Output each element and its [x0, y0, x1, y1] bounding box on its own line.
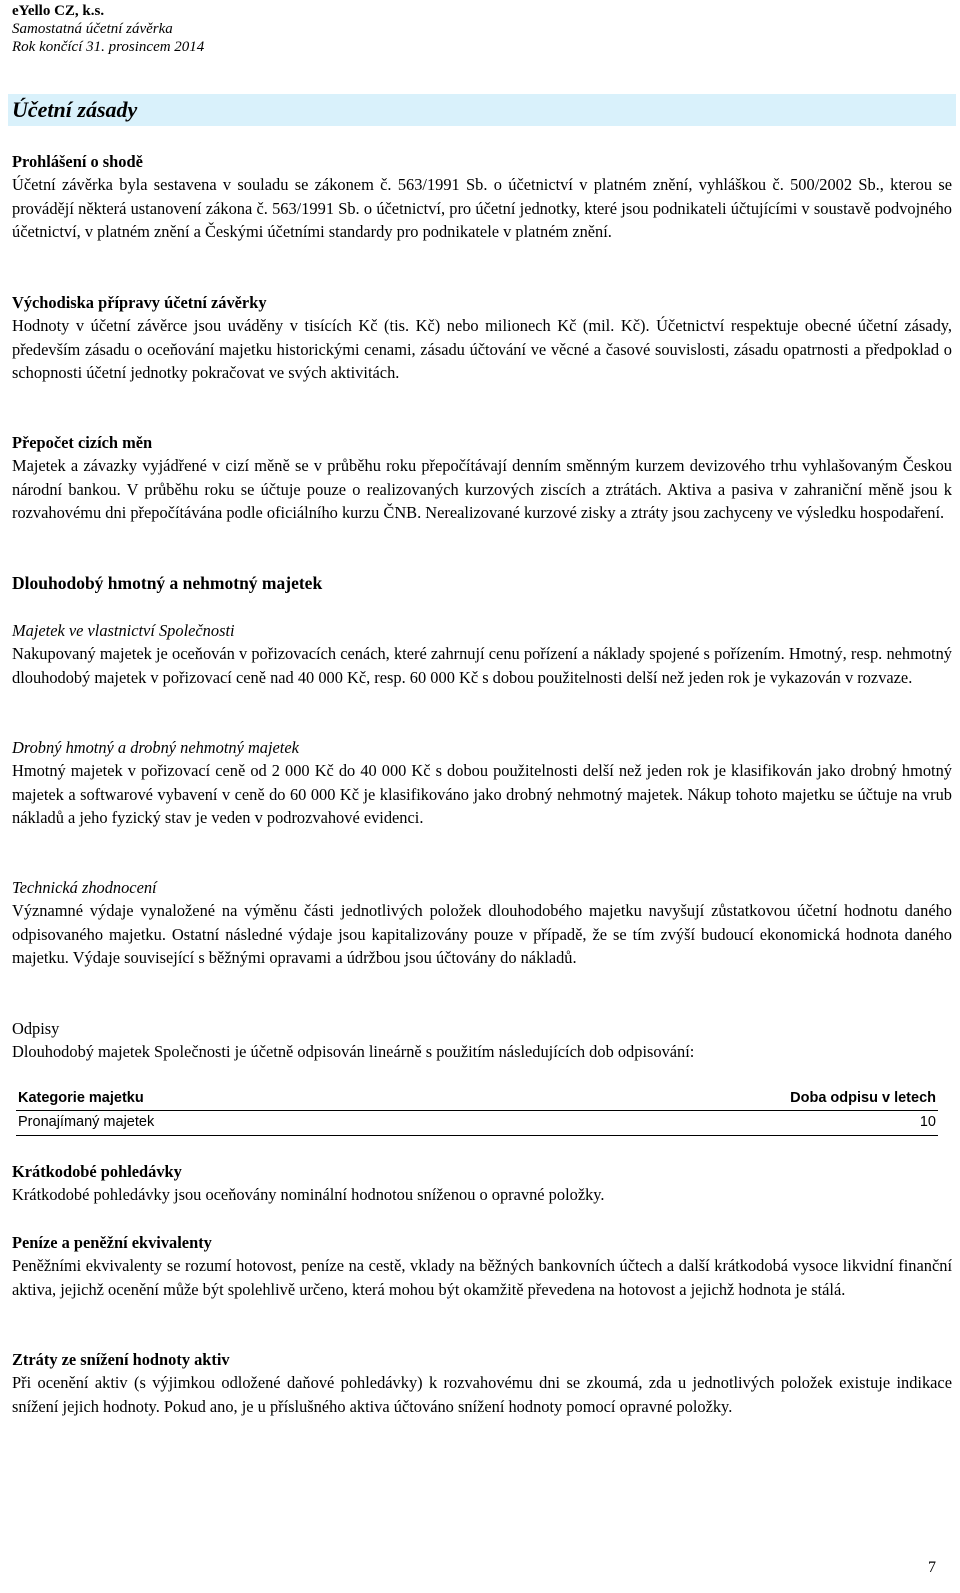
section-cash — [12, 1231, 952, 1301]
company-name: eYello CZ, k.s. — [12, 3, 105, 19]
section-technical — [12, 876, 952, 970]
impairment-heading: Ztráty ze snížení hodnoty aktiv — [12, 1350, 230, 1369]
section-small-assets — [12, 736, 952, 830]
receivables-heading: Krátkodobé pohledávky — [12, 1162, 182, 1181]
dep-heading: Odpisy — [12, 1019, 60, 1038]
row-years: 10 — [462, 1111, 938, 1135]
document-header — [12, 2, 204, 56]
cash-text: Peněžními ekvivalenty se rozumí hotovost, peníze na cestě, vklady na běžných bankovních účtech a další krátkodobá vysoce likvidní finanční aktiva, jejichž ocenění může být spolehlivě určeno, která mohou být okamžitě převedena na hotovost a jejichž hodnota je stálá. — [12, 1256, 952, 1299]
basis-text: Hodnoty v účetní závěrce jsou uváděny v tisících Kč (tis. Kč) nebo milionech Kč (mil. Kč). Účetnictví respektuje obecné účetní zásady, především zásadu o oceňování majetku historickými cenami, zásadu účtování ve věcné a časové souvislosti, zásadu opatrnosti a předpoklad o schopnosti účetní jednotky pokračovat ve svých aktivitách. — [12, 316, 952, 383]
dep-text: Dlouhodobý majetek Společnosti je účetně odpisován lineárně s použitím následujících dob odpisování: — [12, 1042, 695, 1062]
table-header-row — [16, 1087, 938, 1111]
tech-heading: Technická zhodnocení — [12, 878, 157, 897]
document-type: Samostatná účetní závěrka — [12, 21, 173, 37]
section-owned-assets — [12, 619, 952, 689]
depreciation-table — [16, 1087, 938, 1136]
small-text: Hmotný majetek v pořizovací ceně od 2 000 Kč do 40 000 Kč s dobou použitelnosti delší než jeden rok je klasifikován jako drobný hmotný majetek a softwarové vybavení v ceně do 60 000 Kč je klasifikováno jako drobný nehmotný majetek. Nákup tohoto majetku se účtuje na vrub nákladů a jeho fyzický stav je veden v podrozvahové evidenci. — [12, 761, 952, 828]
small-heading: Drobný hmotný a drobný nehmotný majetek — [12, 738, 299, 757]
table-row — [16, 1111, 938, 1135]
section-basis — [12, 291, 952, 385]
section-depreciation — [12, 1017, 952, 1064]
page-number: 7 — [928, 1559, 936, 1576]
fx-text: Majetek a závazky vyjádřené v cizí měně se v průběhu roku přepočítávají denním směnným kurzem devizového trhu vyhlašovaným Českou národní bankou. V průběhu roku se účtuje pouze o realizovaných kurzových ziscích a ztrátách. Aktiva a pasiva v zahraniční měně jsou k rozvahovému dni přepočítávána podle oficiálního kurzu ČNB. Nerealizované kurzové zisky a ztráty jsou zachyceny ve výsledku hospodaření. — [12, 456, 952, 523]
owned-heading: Majetek ve vlastnictví Společnosti — [12, 621, 235, 640]
owned-text: Nakupovaný majetek je oceňován v pořizovacích cenách, které zahrnují cenu pořízení a náklady spojené s pořízením. Hmotný, resp. nehmotný dlouhodobý majetek v pořizovací ceně nad 40 000 Kč, resp. 60 000 Kč s dobou použitelnosti delší než jeden rok je vykazován v rozvaze. — [12, 644, 952, 687]
row-category: Pronajímaný majetek — [16, 1111, 462, 1135]
assets-heading: Dlouhodobý hmotný a nehmotný majetek — [12, 573, 323, 593]
section-impairment — [12, 1348, 952, 1418]
period: Rok končící 31. prosincem 2014 — [12, 39, 205, 55]
fx-heading: Přepočet cizích měn — [12, 433, 153, 452]
compliance-heading: Prohlášení o shodě — [12, 152, 143, 171]
cash-heading: Peníze a peněžní ekvivalenty — [12, 1233, 212, 1252]
receivables-text: Krátkodobé pohledávky jsou oceňovány nominální hodnotou sníženou o opravné položky. — [12, 1185, 605, 1205]
title-bar — [8, 94, 956, 126]
section-compliance — [12, 150, 952, 244]
tech-text: Významné výdaje vynaložené na výměnu části jednotlivých položek dlouhodobého majetku navyšují zůstatkovou účetní hodnotu daného odpisovaného majetku. Ostatní následné výdaje jsou kapitalizovány pouze v případě, že se tím zvýší budoucí ekonomická hodnota daného majetku. Výdaje související s běžnými opravami a údržbou jsou účtovány do nákladů. — [12, 901, 952, 968]
section-assets-heading — [12, 572, 952, 595]
page-title: Účetní zásady — [12, 97, 138, 122]
section-fx — [12, 431, 952, 525]
col-years: Doba odpisu v letech — [462, 1087, 938, 1111]
col-category: Kategorie majetku — [16, 1087, 462, 1111]
compliance-text: Účetní závěrka byla sestavena v souladu se zákonem č. 563/1991 Sb. o účetnictví v platném znění, vyhláškou č. 500/2002 Sb., kterou se provádějí některá ustanovení zákona č. 563/1991 Sb. o účetnictví, pro účetní jednotky, které jsou podnikateli účtujícími v soustavě podvojného účetnictví, v platném znění a Českými účetními standardy pro podnikatele v platném znění. — [12, 175, 952, 242]
section-receivables — [12, 1160, 952, 1207]
impairment-text: Při ocenění aktiv (s výjimkou odložené daňové pohledávky) k rozvahovému dni se zkoumá, zda u jednotlivých položek existuje indikace snížení jejich hodnoty. Pokud ano, je u příslušného aktiva účtováno snížení hodnoty pomocí opravné položky. — [12, 1373, 952, 1416]
basis-heading: Východiska přípravy účetní závěrky — [12, 293, 267, 312]
